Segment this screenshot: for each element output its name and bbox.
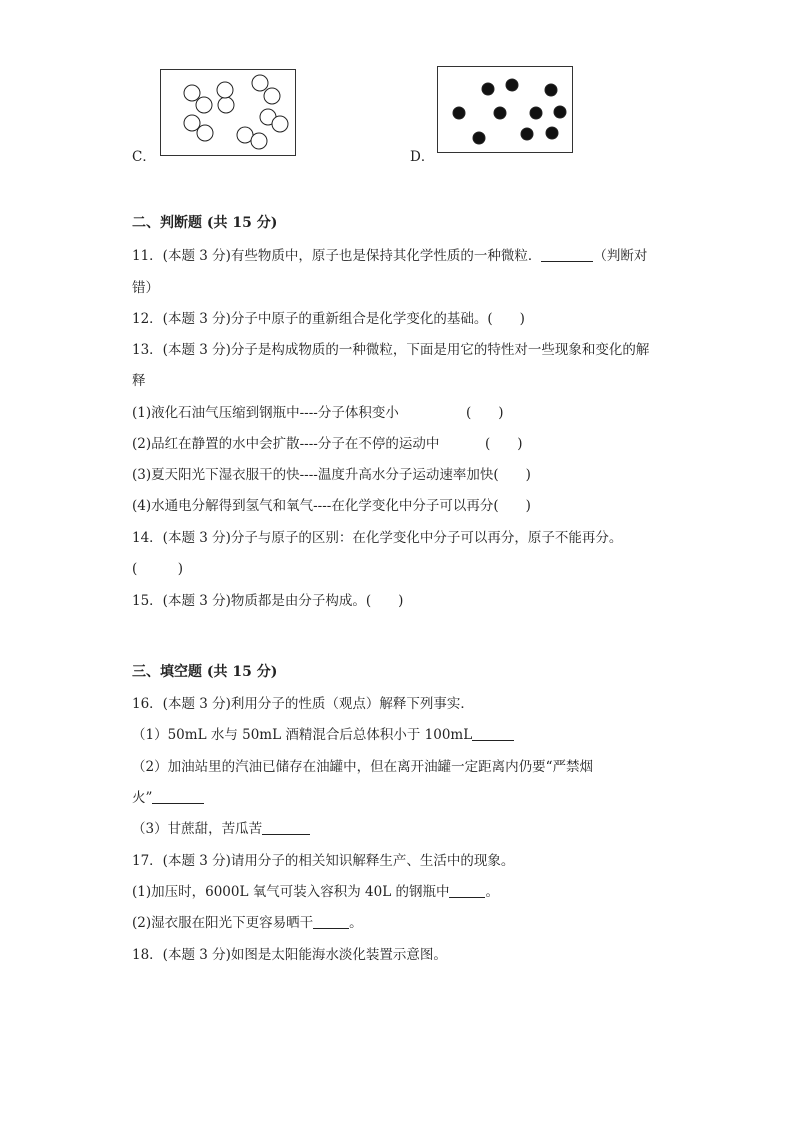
hollow-molecule (252, 75, 268, 91)
section-3-heading: 三、填空题 (共 15 分) (132, 664, 278, 680)
option-c-diagram (160, 69, 296, 156)
hollow-molecule (217, 82, 233, 98)
question-13-statement-1: (1)液化石油气压缩到钢瓶中----分子体积变小 (132, 405, 399, 421)
question-11-line-1 (132, 244, 647, 264)
option-c-label: C． (132, 149, 156, 165)
filled-molecule (530, 107, 542, 119)
hollow-molecule (197, 125, 213, 141)
question-18: 18．(本题 3 分)如图是太阳能海水淡化装置示意图。 (132, 947, 447, 963)
hollow-molecule (184, 115, 200, 131)
hollow-molecule (184, 85, 200, 101)
question-13-statement-2: (2)品红在静置的水中会扩散----分子在不停的运动中 (132, 436, 440, 452)
question-17: 17．(本题 3 分)请用分子的相关知识解释生产、生活中的现象。 (132, 853, 515, 869)
hollow-molecule (251, 133, 267, 149)
hollow-molecule (264, 88, 280, 104)
question-17-sub-1 (132, 880, 499, 900)
question-15: 15．(本题 3 分)物质都是由分子构成。( ) (132, 593, 404, 609)
question-13-line-1: 13．(本题 3 分)分子是构成物质的一种微粒，下面是用它的特性对一些现象和变化的解 (132, 342, 650, 358)
option-d-diagram (437, 66, 573, 153)
filled-molecule (473, 132, 485, 144)
question-13-line-2: 释 (132, 373, 146, 389)
filled-molecule (521, 128, 533, 140)
question-16-sub-3 (132, 817, 310, 837)
question-13-statement-1-paren[interactable]: ( ) (466, 405, 504, 421)
option-d-label: D． (410, 149, 435, 165)
question-11-text: 11．(本题 3 分)有些物质中，原子也是保持其化学性质的一种微粒． (132, 248, 542, 264)
answer-blank[interactable] (449, 885, 485, 898)
hollow-molecules-figure (161, 70, 297, 157)
filled-molecule (554, 106, 566, 118)
filled-molecule (494, 107, 506, 119)
question-16: 16．(本题 3 分)利用分子的性质（观点）解释下列事实． (132, 696, 474, 712)
question-17-sub-2-end: 。 (349, 915, 363, 931)
question-13-statement-4: (4)水通电分解得到氢气和氧气----在化学变化中分子可以再分( ) (132, 498, 531, 514)
question-17-sub-2-text: (2)湿衣服在阳光下更容易晒干 (132, 915, 314, 931)
filled-molecule (546, 127, 558, 139)
question-16-sub-2-text: 火” (132, 790, 153, 806)
filled-molecules-figure (438, 67, 574, 154)
filled-molecule (545, 84, 557, 96)
hollow-molecule (272, 116, 288, 132)
question-16-sub-1 (132, 723, 514, 743)
hollow-molecule (218, 97, 234, 113)
question-11-tail: （判断对 (593, 248, 648, 264)
hollow-molecule (196, 97, 212, 113)
question-13-statement-2-paren[interactable]: ( ) (485, 436, 523, 452)
question-16-sub-2-line-1: （2）加油站里的汽油已储存在油罐中，但在离开油罐一定距离内仍要“严禁烟 (132, 759, 593, 775)
question-17-sub-2 (132, 911, 363, 931)
question-17-sub-1-text: (1)加压时，6000L 氧气可装入容积为 40L 的钢瓶中 (132, 884, 450, 900)
question-16-sub-2-line-2 (132, 786, 204, 806)
question-14-line-2[interactable]: ( ) (132, 561, 184, 577)
filled-molecule (506, 79, 518, 91)
filled-molecule (453, 107, 465, 119)
answer-blank[interactable] (262, 822, 310, 835)
answer-blank[interactable] (313, 916, 349, 929)
question-14-line-1: 14．(本题 3 分)分子与原子的区别：在化学变化中分子可以再分，原子不能再分。 (132, 530, 623, 546)
answer-blank[interactable] (541, 249, 593, 262)
question-12: 12．(本题 3 分)分子中原子的重新组合是化学变化的基础。( ) (132, 311, 525, 327)
section-2-heading: 二、判断题 (共 15 分) (132, 215, 278, 231)
question-13-statement-3: (3)夏天阳光下湿衣服干的快----温度升高水分子运动速率加快( ) (132, 467, 531, 483)
question-16-sub-1-text: （1）50mL 水与 50mL 酒精混合后总体积小于 100mL (132, 727, 473, 743)
answer-blank[interactable] (472, 728, 514, 741)
answer-blank[interactable] (152, 791, 204, 804)
filled-molecule (482, 83, 494, 95)
question-11-line-2: 错） (132, 280, 159, 296)
question-16-sub-3-text: （3）甘蔗甜，苦瓜苦 (132, 821, 263, 837)
question-17-sub-1-end: 。 (485, 884, 499, 900)
